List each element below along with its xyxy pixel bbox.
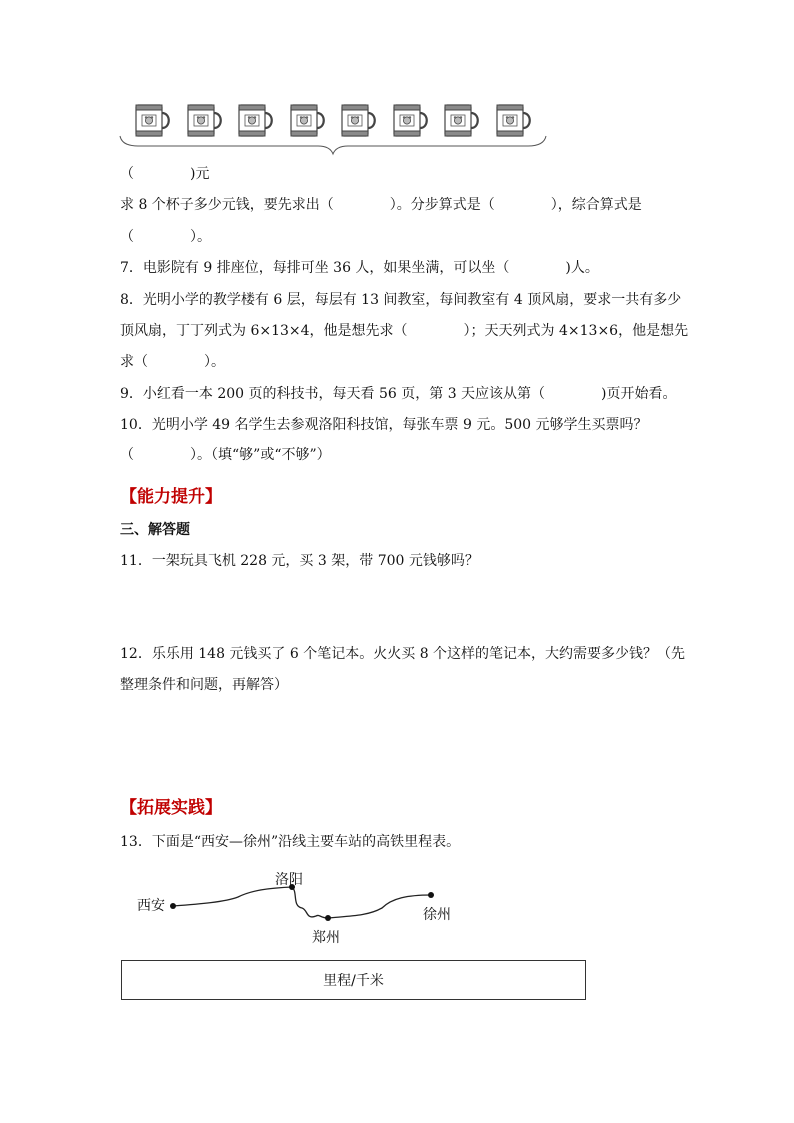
q13-text: 13．下面是“西安—徐州”沿线主要车站的高铁里程表。 — [120, 834, 461, 850]
mileage-table-header-label: 里程/千米 — [323, 973, 384, 989]
part3-heading: 三、解答题 — [120, 522, 190, 538]
q8-text-line2: 顶风扇，丁丁列式为 6×13×4，他是想先求（ ）；天天列式为 4×13×6，他是想先 — [120, 323, 689, 339]
station-zhengzhou-dot — [325, 915, 331, 921]
station-label-xian: 西安 — [137, 898, 165, 914]
section-ability-title: 【能力提升】 — [120, 487, 222, 507]
q10-text-line1: 10．光明小学 49 名学生去参观洛阳科技馆，每张车票 9 元。500 元够学生买票吗？ — [120, 417, 648, 433]
cup-icon — [186, 102, 224, 138]
q6-answer-line: （ )元 — [120, 166, 210, 182]
q8-text-line1: 8．光明小学的教学楼有 6 层，每层有 13 间教室，每间教室有 4 顶风扇，要求一共有多少 — [120, 292, 682, 308]
q12-text-line2: 整理条件和问题，再解答） — [120, 677, 288, 693]
brace-icon — [118, 96, 548, 158]
station-label-xuzhou: 徐州 — [423, 907, 451, 923]
cup-icon — [289, 102, 327, 138]
cups-figure — [118, 96, 548, 158]
q11-text: 11．一架玩具飞机 228 元，买 3 架，带 700 元钱够吗？ — [120, 553, 479, 569]
cup-icon — [237, 102, 275, 138]
q6-answer-blank: （ ）。 — [120, 229, 211, 245]
q8-text-line3: 求（ ）。 — [120, 354, 225, 370]
cup-icon — [340, 102, 378, 138]
q10-text-line2: （ ）。（填“够”或“不够”） — [120, 447, 331, 463]
station-label-luoyang: 洛阳 — [275, 872, 303, 888]
cup-icon — [134, 102, 172, 138]
cup-icon — [495, 102, 533, 138]
section-extension-title: 【拓展实践】 — [120, 798, 222, 818]
cup-icon — [443, 102, 481, 138]
cup-icon — [392, 102, 430, 138]
q9-text: 9．小红看一本 200 页的科技书，每天看 56 页，第 3 天应该从第（ )页开始看。 — [120, 386, 677, 402]
station-label-zhengzhou: 郑州 — [312, 930, 340, 946]
rail-map — [120, 862, 480, 952]
station-xian-dot — [170, 903, 176, 909]
q12-text-line1: 12．乐乐用 148 元钱买了 6 个笔记本。火火买 8 个这样的笔记本，大约需要多少钱？（先 — [120, 646, 686, 662]
station-xuzhou-dot — [428, 892, 434, 898]
mileage-table-header — [121, 960, 586, 1000]
q6-question-line: 求 8 个杯子多少元钱，要先求出（ ）。分步算式是（ ），综合算式是 — [120, 197, 642, 213]
q7-text: 7．电影院有 9 排座位，每排可坐 36 人，如果坐满，可以坐（ )人。 — [120, 260, 599, 276]
